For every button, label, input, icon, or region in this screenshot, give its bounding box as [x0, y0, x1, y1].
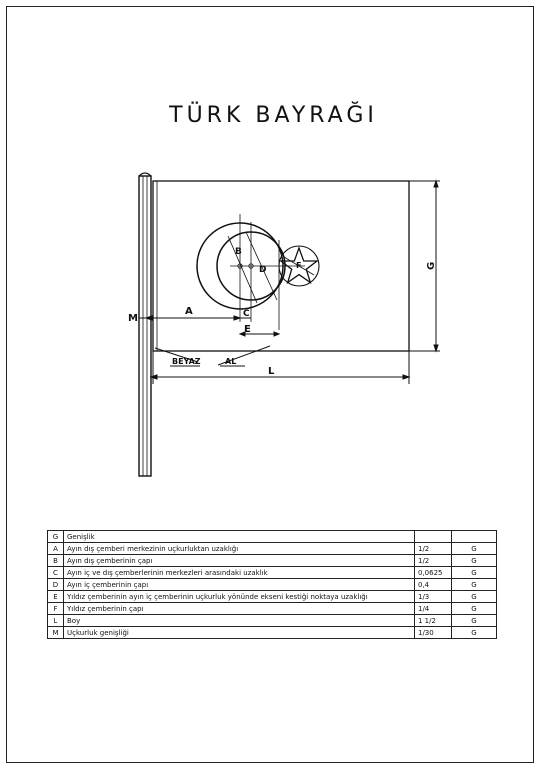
row-unit: G	[452, 627, 497, 639]
specification-table	[47, 530, 497, 639]
row-code: G	[48, 531, 64, 543]
row-code: C	[48, 567, 64, 579]
row-description: Ayın dış çemberi merkezinin uçkurluktan uzaklığı	[64, 543, 415, 555]
row-description: Ayın iç ve dış çemberlerinin merkezleri arasındaki uzaklık	[64, 567, 415, 579]
row-description: Yıldız çemberinin ayın iç çemberinin uçkurluk yönünde ekseni kestiği noktaya uzaklığı	[64, 591, 415, 603]
row-code: L	[48, 615, 64, 627]
row-ratio: 1 1/2	[415, 615, 452, 627]
label-f: F	[296, 261, 302, 270]
row-description: Boy	[64, 615, 415, 627]
label-e: E	[244, 324, 251, 335]
row-description: Ayın iç çemberinin çapı	[64, 579, 415, 591]
row-ratio: 1/30	[415, 627, 452, 639]
row-description: Yıldız çemberinin çapı	[64, 603, 415, 615]
row-description: Ayın dış çemberinin çapı	[64, 555, 415, 567]
table-row	[48, 603, 497, 615]
label-b: B	[235, 247, 242, 257]
row-ratio: 1/2	[415, 555, 452, 567]
table-row	[48, 531, 497, 543]
table-row	[48, 579, 497, 591]
row-ratio: 0,0625	[415, 567, 452, 579]
label-al: AL	[225, 357, 237, 366]
row-ratio: 1/2	[415, 543, 452, 555]
page-title: TÜRK BAYRAĞI	[169, 103, 378, 128]
table-row	[48, 567, 497, 579]
table-row	[48, 543, 497, 555]
row-code: E	[48, 591, 64, 603]
row-unit: G	[452, 615, 497, 627]
row-code: M	[48, 627, 64, 639]
row-unit: G	[452, 567, 497, 579]
row-unit: G	[452, 579, 497, 591]
label-beyaz: BEYAZ	[172, 357, 201, 366]
label-m: M	[128, 313, 138, 324]
label-d: D	[259, 265, 267, 275]
flag-pole	[139, 173, 151, 476]
table-row	[48, 627, 497, 639]
row-code: D	[48, 579, 64, 591]
row-ratio: 0,4	[415, 579, 452, 591]
label-a: A	[185, 306, 193, 317]
dimension-lines	[139, 181, 440, 384]
row-unit	[452, 531, 497, 543]
label-l: L	[268, 366, 275, 377]
row-description: Uçkurluk genişliği	[64, 627, 415, 639]
table-row	[48, 591, 497, 603]
row-code: A	[48, 543, 64, 555]
label-g: G	[426, 261, 437, 270]
label-c: C	[243, 309, 250, 319]
row-code: B	[48, 555, 64, 567]
row-unit: G	[452, 555, 497, 567]
row-ratio: 1/3	[415, 591, 452, 603]
table-row	[48, 555, 497, 567]
row-ratio: 1/4	[415, 603, 452, 615]
row-unit: G	[452, 603, 497, 615]
row-description: Genişlik	[64, 531, 415, 543]
row-ratio	[415, 531, 452, 543]
row-unit: G	[452, 591, 497, 603]
row-unit: G	[452, 543, 497, 555]
row-code: F	[48, 603, 64, 615]
table-row	[48, 615, 497, 627]
